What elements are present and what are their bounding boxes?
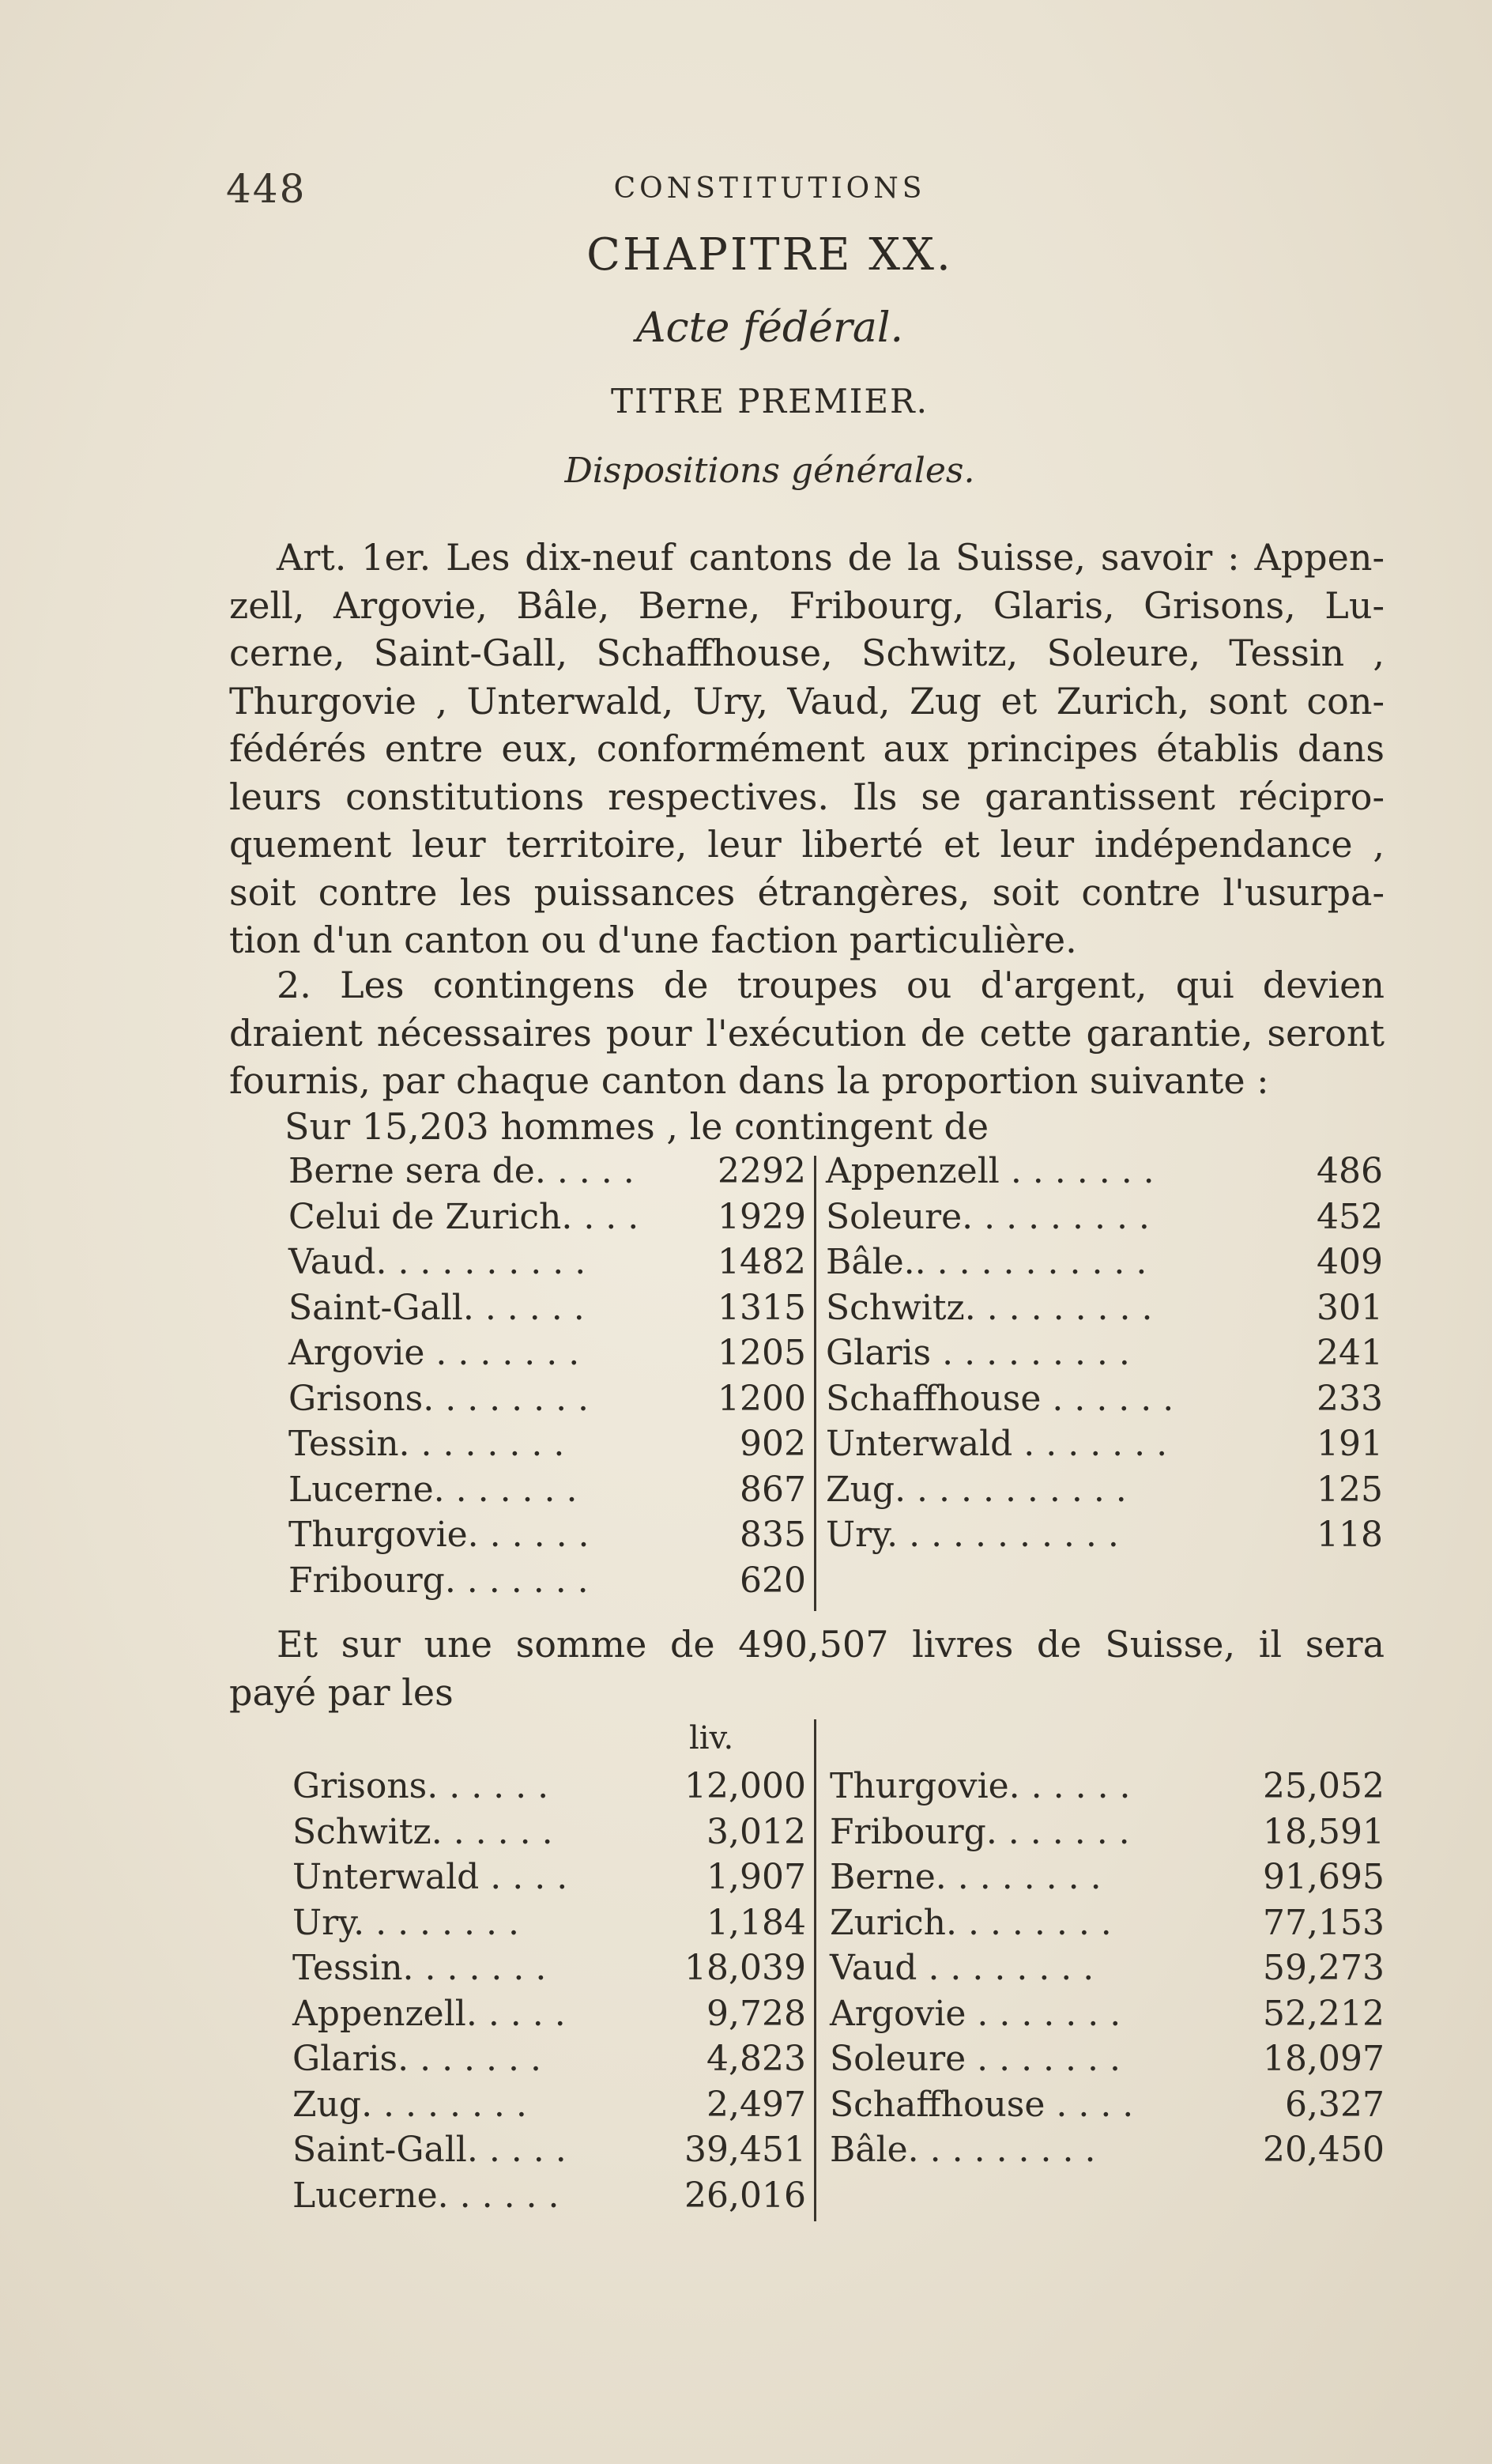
row-value: 20,450 — [1263, 2130, 1385, 2170]
row-value: 18,591 — [1263, 1811, 1385, 1852]
row-label: Zug. . . . . . . . — [292, 2084, 527, 2125]
text-line: draient nécessaires pour l'exécution de cette garantie, seront — [229, 1011, 1385, 1055]
row-label: Saint-Gall. . . . . . — [288, 1287, 585, 1328]
row-label: Zug. . . . . . . . . . . — [826, 1469, 1127, 1510]
row-value: 241 — [1317, 1333, 1383, 1373]
section-heading: Dispositions générales. — [564, 451, 975, 491]
row-label: Soleure. . . . . . . . . — [826, 1196, 1150, 1237]
text-line: fédérés entre eux, conformément aux principes établis dans — [229, 727, 1385, 770]
row-value: 1200 — [718, 1378, 806, 1419]
row-label: Zurich. . . . . . . . — [830, 1902, 1112, 1943]
row-label: Grisons. . . . . . . . — [288, 1378, 590, 1419]
row-value: 26,016 — [684, 2175, 806, 2216]
row-label: Vaud . . . . . . . . — [830, 1948, 1095, 1988]
running-head: CONSTITUTIONS — [613, 172, 926, 205]
row-label: Bâle. . . . . . . . . — [830, 2130, 1096, 2170]
row-value: 1,907 — [706, 1857, 806, 1897]
row-value: 118 — [1317, 1515, 1383, 1555]
row-value: 902 — [740, 1424, 806, 1464]
text-line: tion d'un canton ou d'une faction particulière. — [229, 919, 1077, 961]
row-value: 452 — [1317, 1196, 1383, 1237]
row-value: 9,728 — [706, 1993, 806, 2034]
text-line: Thurgovie , Unterwald, Ury, Vaud, Zug et Zurich, sont con- — [229, 679, 1385, 723]
row-value: 6,327 — [1285, 2084, 1385, 2125]
row-value: 1315 — [718, 1287, 806, 1328]
row-value: 4,823 — [706, 2039, 806, 2079]
row-value: 1,184 — [706, 1902, 806, 1943]
titre-heading: TITRE PREMIER. — [610, 382, 929, 421]
row-label: Tessin. . . . . . . . — [288, 1424, 565, 1464]
page-number: 448 — [226, 166, 307, 212]
row-label: Berne sera de. . . . . — [288, 1151, 635, 1191]
column-divider — [814, 1719, 816, 2221]
row-label: Glaris. . . . . . . — [292, 2039, 541, 2079]
column-divider — [814, 1156, 816, 1611]
row-label: Argovie . . . . . . . — [288, 1333, 580, 1373]
row-label: Schaffhouse . . . . . . — [826, 1378, 1174, 1419]
row-value: 301 — [1317, 1287, 1383, 1328]
row-label: Lucerne. . . . . . . — [288, 1469, 578, 1510]
text-line: zell, Argovie, Bâle, Berne, Fribourg, Glaris, Grisons, Lu- — [229, 583, 1385, 627]
text-line: leurs constitutions respectives. Ils se garantissent récipro- — [229, 775, 1385, 818]
row-value: 39,451 — [684, 2130, 806, 2170]
row-label: Schaffhouse . . . . — [830, 2084, 1134, 2125]
row-value: 2292 — [718, 1151, 806, 1191]
row-value: 59,273 — [1263, 1948, 1385, 1988]
row-value: 191 — [1317, 1424, 1383, 1464]
row-value: 91,695 — [1263, 1857, 1385, 1897]
row-label: Saint-Gall. . . . . — [292, 2130, 567, 2170]
row-label: Tessin. . . . . . . — [292, 1948, 547, 1988]
row-value: 1205 — [718, 1333, 806, 1373]
chapter-title: CHAPITRE XX. — [586, 229, 953, 281]
row-label: Vaud. . . . . . . . . . — [288, 1242, 586, 1282]
text-line: payé par les — [229, 1670, 454, 1714]
row-value: 18,039 — [684, 1948, 806, 1988]
row-label: Schwitz. . . . . . — [292, 1811, 553, 1852]
row-value: 867 — [740, 1469, 806, 1510]
row-label: Berne. . . . . . . . — [830, 1857, 1102, 1897]
row-label: Schwitz. . . . . . . . . — [826, 1287, 1153, 1328]
article-2 — [229, 961, 1385, 1105]
row-label: Glaris . . . . . . . . . — [826, 1333, 1130, 1373]
row-label: Ury. . . . . . . . — [292, 1902, 519, 1943]
row-label: Argovie . . . . . . . — [830, 1993, 1121, 2034]
row-value: 233 — [1317, 1378, 1383, 1419]
text-line: 2. Les contingens de troupes ou d'argent, qui devien — [277, 964, 1385, 1006]
row-label: Fribourg. . . . . . . — [288, 1560, 589, 1601]
row-value: 25,052 — [1263, 1766, 1385, 1806]
row-value: 620 — [740, 1560, 806, 1601]
text-line: fournis, par chaque canton dans la proportion suivante : — [229, 1059, 1269, 1102]
row-value: 409 — [1317, 1242, 1383, 1282]
row-value: 125 — [1317, 1469, 1383, 1510]
article-1 — [229, 534, 1385, 964]
row-label: Celui de Zurich. . . . — [288, 1196, 639, 1237]
row-label: Ury. . . . . . . . . . . — [826, 1515, 1119, 1555]
act-title: Acte fédéral. — [636, 304, 903, 352]
row-value: 18,097 — [1263, 2039, 1385, 2079]
row-value: 12,000 — [684, 1766, 806, 1806]
row-label: Unterwald . . . . . . . — [826, 1424, 1168, 1464]
row-label: Bâle.. . . . . . . . . . . — [826, 1242, 1147, 1282]
row-label: Thurgovie. . . . . . — [288, 1515, 590, 1555]
text-line: quement leur territoire, leur liberté et leur indépendance , — [229, 823, 1385, 866]
row-label: Appenzell . . . . . . . — [826, 1151, 1155, 1191]
row-value: 3,012 — [706, 1811, 806, 1852]
row-value: 52,212 — [1263, 1993, 1385, 2034]
row-label: Lucerne. . . . . . — [292, 2175, 560, 2216]
row-value: 77,153 — [1263, 1902, 1385, 1943]
row-label: Grisons. . . . . . — [292, 1766, 549, 1806]
row-label: Soleure . . . . . . . — [830, 2039, 1121, 2079]
text-line: cerne, Saint-Gall, Schaffhouse, Schwitz, Soleure, Tessin , — [229, 632, 1385, 674]
row-value: 1482 — [718, 1242, 806, 1282]
row-label: Fribourg. . . . . . . — [830, 1811, 1130, 1852]
row-value: 1929 — [718, 1196, 806, 1237]
money-intro — [229, 1621, 1385, 1716]
text-line: soit contre les puissances étrangères, soit contre l'usurpa- — [229, 870, 1385, 914]
row-label: Thurgovie. . . . . . — [830, 1766, 1131, 1806]
text-line: Art. 1er. Les dix-neuf cantons de la Suisse, savoir : Appen- — [277, 536, 1385, 579]
row-value: 486 — [1317, 1151, 1383, 1191]
troops-intro: Sur 15,203 hommes , le contingent de — [284, 1105, 989, 1148]
row-label: Unterwald . . . . — [292, 1857, 568, 1897]
row-label: Appenzell. . . . . — [292, 1993, 566, 2034]
text-line: Et sur une somme de 490,507 livres de Suisse, il sera — [277, 1623, 1385, 1666]
row-value: 835 — [740, 1515, 806, 1555]
row-value: 2,497 — [706, 2084, 806, 2125]
money-unit-label: liv. — [689, 1720, 734, 1756]
